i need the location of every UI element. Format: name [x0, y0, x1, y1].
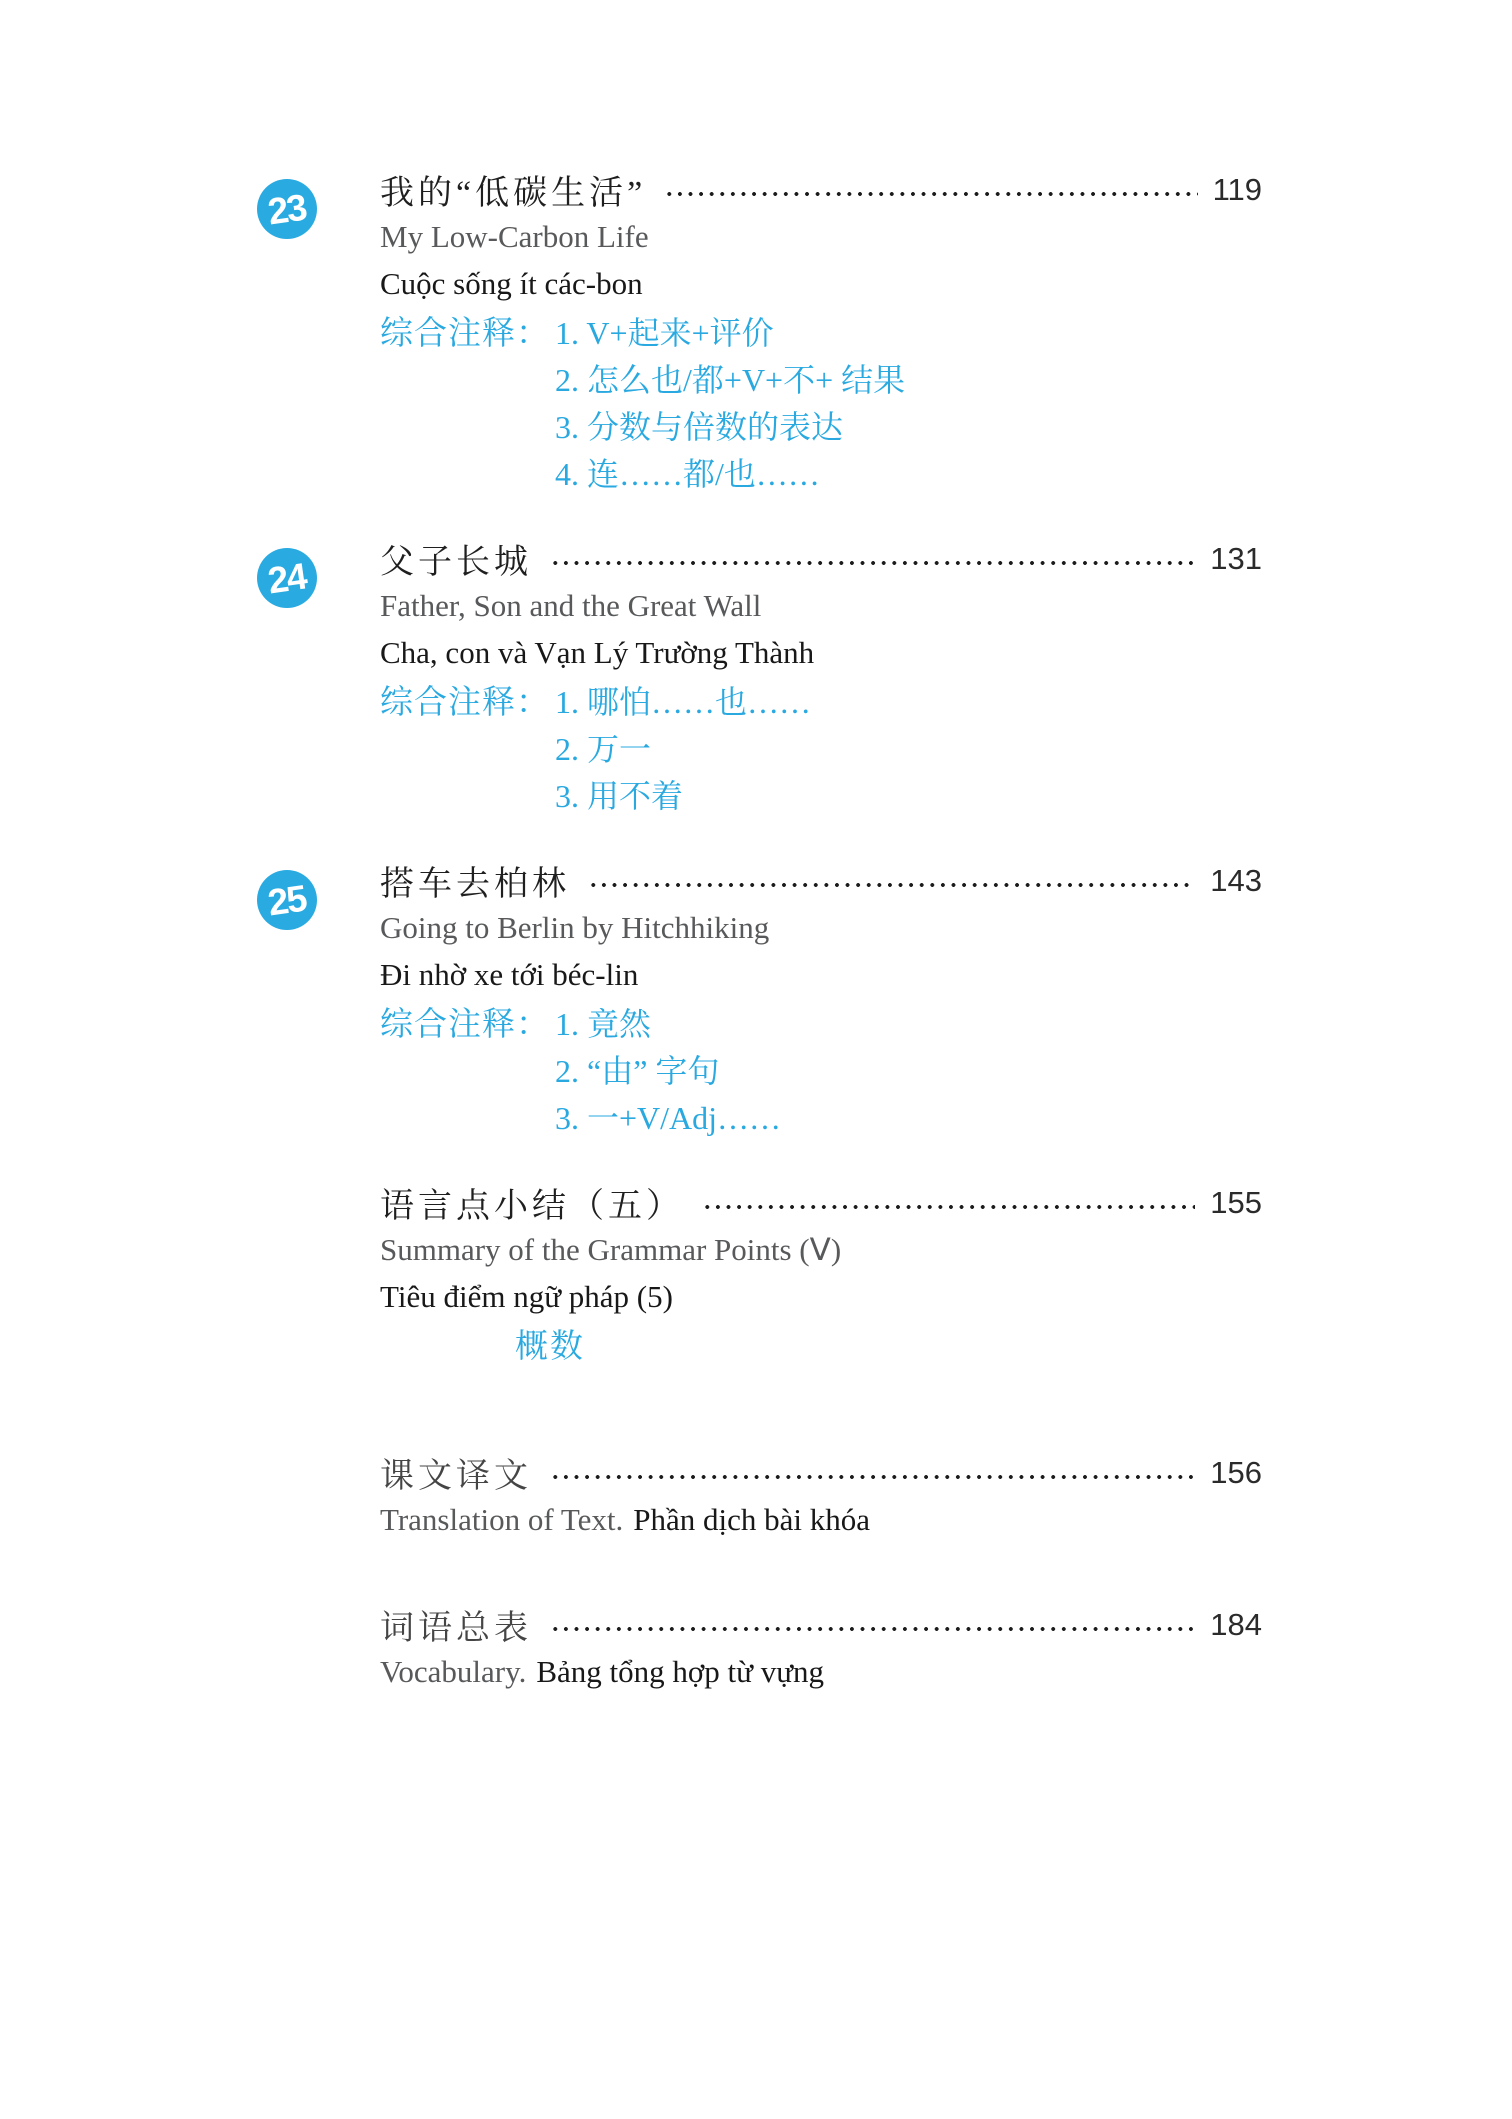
notes-label: 综合注释：: [380, 1007, 550, 1043]
note-item: 2. “由” 字句: [555, 1052, 720, 1089]
summary-title-zh: 语言点小结（五）: [380, 1188, 684, 1225]
table-of-contents: [257, 166, 1262, 1695]
title-row: [380, 535, 1262, 582]
note-item: 1. 竟然: [555, 1005, 652, 1042]
note-item: 3. 分数与倍数的表达: [555, 408, 844, 445]
notes-label: 综合注释：: [380, 316, 550, 352]
lesson-title-vi: Đi nhờ xe tới béc-lin: [380, 956, 639, 992]
translation-label-vi: Phần dịch bài khóa: [633, 1501, 871, 1537]
lesson-title-en: Father, Son and the Great Wall: [380, 587, 762, 623]
translation-title-zh: 课文译文: [380, 1458, 532, 1495]
title-row: [380, 1601, 1262, 1648]
entry-body: [380, 1449, 1262, 1543]
notes-list: [555, 998, 1262, 1139]
translation-label-en: Translation of Text.: [380, 1501, 624, 1537]
entry-body: [380, 535, 1262, 817]
vocabulary-label-vi: Bảng tổng hợp từ vựng: [536, 1653, 825, 1689]
note-item: 2. 怎么也/都+V+不+ 结果: [555, 361, 906, 398]
lesson-number-badge: [257, 870, 317, 930]
note-item: 3. 用不着: [555, 777, 684, 814]
toc-entry-grammar-summary: [257, 1179, 1262, 1367]
lesson-number-badge: [257, 548, 317, 608]
page-number: 119: [1212, 171, 1262, 207]
title-row: [380, 166, 1262, 213]
lesson-title-vi: Cha, con và Vạn Lý Trường Thành: [380, 634, 815, 670]
lesson-number: 25: [265, 877, 309, 923]
notes-list: [555, 676, 1262, 817]
title-row: [380, 1179, 1262, 1226]
grammar-notes: [380, 676, 1262, 817]
page-number: 156: [1210, 1454, 1262, 1490]
dotted-leader: [550, 1601, 1195, 1648]
note-item: 4. 连……都/也……: [555, 455, 820, 492]
entry-body: [380, 1601, 1262, 1695]
note-item: 1. 哪怕……也……: [555, 683, 812, 720]
badge-column: [257, 166, 380, 239]
toc-entry-translation: [257, 1449, 1262, 1543]
lesson-title-zh: 父子长城: [380, 544, 532, 581]
grammar-notes: [380, 307, 1262, 495]
note-item: 3. 一+V/Adj……: [555, 1099, 782, 1136]
toc-entry-vocabulary: [257, 1601, 1262, 1695]
lesson-title-zh: 搭车去柏林: [380, 866, 570, 903]
toc-entry-lesson-23: [257, 166, 1262, 495]
lesson-number: 23: [265, 186, 309, 232]
summary-note-row: [380, 1320, 1262, 1367]
toc-entry-lesson-24: [257, 535, 1262, 817]
vocabulary-subtitle: [380, 1648, 1262, 1695]
toc-entry-lesson-25: [257, 857, 1262, 1139]
lesson-number-badge: [257, 179, 317, 239]
page-number: 143: [1210, 862, 1262, 898]
dotted-leader: [702, 1179, 1195, 1226]
summary-title-vi: Tiêu điểm ngữ pháp (5): [380, 1278, 673, 1314]
page-number: 184: [1210, 1606, 1262, 1642]
lesson-title-vi: Cuộc sống ít các-bon: [380, 265, 643, 301]
entry-body: [380, 857, 1262, 1139]
lesson-title-en: Going to Berlin by Hitchhiking: [380, 909, 770, 945]
lesson-number: 24: [265, 555, 309, 601]
dotted-leader: [664, 166, 1197, 213]
page-number: 131: [1210, 540, 1262, 576]
note-item: 1. V+起来+评价: [555, 314, 774, 351]
summary-title-en: Summary of the Grammar Points (Ⅴ): [380, 1231, 842, 1267]
note-item: 2. 万一: [555, 730, 652, 767]
vocabulary-label-en: Vocabulary.: [380, 1653, 527, 1689]
translation-subtitle: [380, 1496, 1262, 1543]
lesson-title-en: My Low-Carbon Life: [380, 218, 649, 254]
dotted-leader: [550, 1449, 1195, 1496]
notes-list: [555, 307, 1262, 495]
dotted-leader: [550, 535, 1195, 582]
title-row: [380, 1449, 1262, 1496]
title-row: [380, 857, 1262, 904]
summary-note: 概数: [515, 1329, 585, 1365]
badge-column: [257, 535, 380, 608]
dotted-leader: [588, 857, 1195, 904]
entry-body: [380, 166, 1262, 495]
lesson-title-zh: 我的“低碳生活”: [380, 175, 647, 212]
page-number: 155: [1210, 1184, 1262, 1220]
vocabulary-title-zh: 词语总表: [380, 1610, 532, 1647]
badge-column: [257, 857, 380, 930]
grammar-notes: [380, 998, 1262, 1139]
notes-label: 综合注释：: [380, 685, 550, 721]
entry-body: [380, 1179, 1262, 1367]
